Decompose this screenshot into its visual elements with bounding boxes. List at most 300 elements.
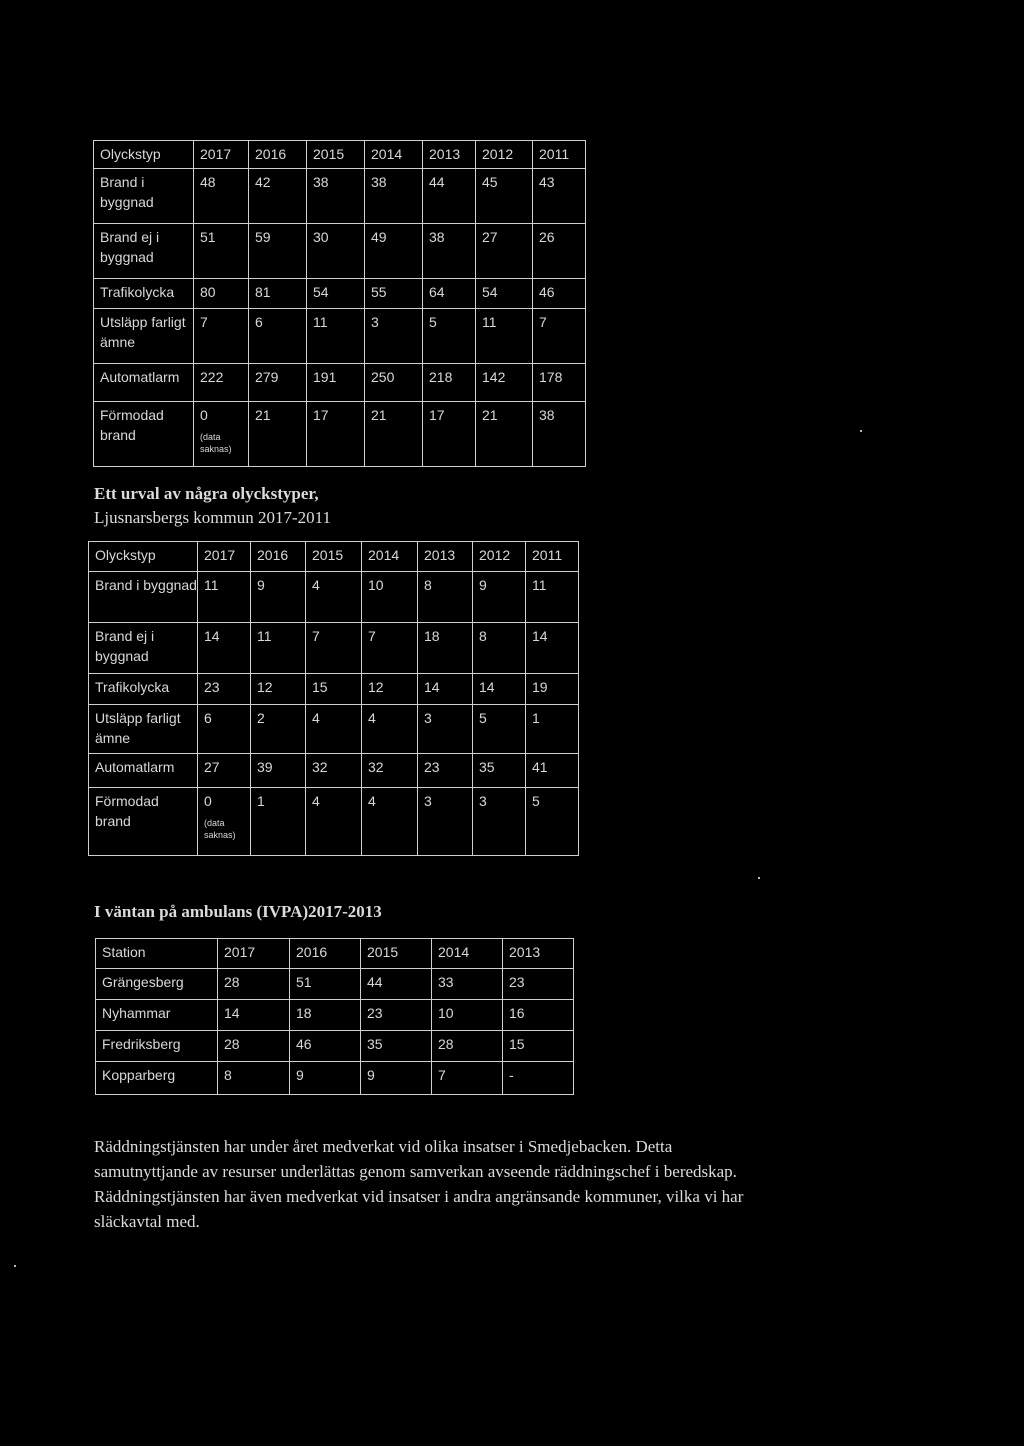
row-label-cell bbox=[89, 705, 198, 754]
cell-text: 23 bbox=[424, 759, 440, 775]
cell-text: 222 bbox=[200, 369, 224, 385]
header-cell: 2013 bbox=[418, 542, 473, 572]
header-cell: 2016 bbox=[249, 141, 307, 169]
paragraph-line: Räddningstjänsten har även medverkat vid insatser i andra angränsande kommuner, vilka vi har bbox=[94, 1187, 744, 1206]
value-cell bbox=[290, 1000, 361, 1031]
value-cell bbox=[361, 1062, 432, 1095]
value-cell bbox=[361, 1031, 432, 1062]
cell-text: 4 bbox=[312, 793, 320, 809]
cell-text: 51 bbox=[296, 974, 312, 990]
cell-text: 3 bbox=[424, 710, 432, 726]
value-cell bbox=[432, 1031, 503, 1062]
cell-text: Trafikolycka bbox=[100, 284, 175, 300]
value-cell bbox=[194, 279, 249, 309]
table-row bbox=[89, 572, 579, 623]
cell-text: Automatlarm bbox=[100, 369, 180, 385]
scan-speck bbox=[860, 430, 862, 432]
value-cell bbox=[306, 572, 362, 623]
cell-text: 10 bbox=[438, 1005, 454, 1021]
header-row bbox=[94, 141, 586, 169]
value-cell bbox=[476, 364, 533, 402]
value-cell bbox=[361, 1000, 432, 1031]
table-row bbox=[89, 705, 579, 754]
cell-text: 48 bbox=[200, 174, 216, 190]
cell-text: 4 bbox=[368, 793, 376, 809]
table-row bbox=[96, 1031, 574, 1062]
value-cell bbox=[476, 402, 533, 467]
value-cell bbox=[423, 224, 476, 279]
table-row bbox=[94, 309, 586, 364]
cell-text: 8 bbox=[224, 1067, 232, 1083]
header-cell: 2017 bbox=[218, 939, 290, 969]
cell-text: 30 bbox=[313, 229, 329, 245]
header-cell: Olyckstyp bbox=[89, 542, 198, 572]
cell-text: Automatlarm bbox=[95, 759, 175, 775]
value-cell bbox=[423, 169, 476, 224]
value-cell bbox=[526, 788, 579, 856]
cell-text: 5 bbox=[532, 793, 540, 809]
table-row bbox=[96, 969, 574, 1000]
value-cell bbox=[418, 572, 473, 623]
value-cell bbox=[503, 969, 574, 1000]
value-cell bbox=[365, 279, 423, 309]
row-label-cell bbox=[96, 1000, 218, 1031]
caption-line-1: Ett urval av några olyckstyper, bbox=[94, 484, 319, 503]
header-cell: Olyckstyp bbox=[94, 141, 194, 169]
cell-text: 250 bbox=[371, 369, 395, 385]
cell-text: 80 bbox=[200, 284, 216, 300]
value-cell bbox=[503, 1031, 574, 1062]
header-cell: 2013 bbox=[423, 141, 476, 169]
value-cell bbox=[526, 754, 579, 788]
value-cell bbox=[365, 169, 423, 224]
value-cell bbox=[365, 402, 423, 467]
table-row bbox=[89, 674, 579, 705]
value-cell bbox=[533, 169, 586, 224]
value-cell bbox=[306, 705, 362, 754]
value-cell bbox=[533, 224, 586, 279]
cell-text: 27 bbox=[204, 759, 220, 775]
value-cell bbox=[307, 169, 365, 224]
value-cell bbox=[251, 572, 306, 623]
value-cell bbox=[249, 309, 307, 364]
cell-text: 5 bbox=[429, 314, 437, 330]
missing-data-note: (data saknas) bbox=[200, 432, 232, 454]
cell-text: 191 bbox=[313, 369, 337, 385]
cell-text: 15 bbox=[509, 1036, 525, 1052]
cell-text: 0 bbox=[200, 407, 208, 423]
cell-text: - bbox=[509, 1067, 514, 1083]
value-cell bbox=[365, 224, 423, 279]
value-cell bbox=[218, 1031, 290, 1062]
value-cell bbox=[476, 224, 533, 279]
value-cell bbox=[194, 364, 249, 402]
paragraph-line: Räddningstjänsten har under året medverkat vid olika insatser i Smedjebacken. Detta bbox=[94, 1137, 673, 1156]
cell-text: Nyhammar bbox=[102, 1005, 171, 1021]
value-cell bbox=[418, 788, 473, 856]
cell-text: 21 bbox=[371, 407, 387, 423]
cell-text: 21 bbox=[482, 407, 498, 423]
cell-text: 46 bbox=[539, 284, 555, 300]
cell-text: 46 bbox=[296, 1036, 312, 1052]
cell-text: 12 bbox=[368, 679, 384, 695]
cell-text: Utsläpp farligt ämne bbox=[95, 710, 181, 746]
cell-text: 38 bbox=[429, 229, 445, 245]
value-cell bbox=[198, 705, 251, 754]
row-label-cell bbox=[89, 572, 198, 623]
row-label-cell bbox=[94, 224, 194, 279]
row-label-cell bbox=[94, 279, 194, 309]
value-cell bbox=[251, 623, 306, 674]
table-body bbox=[94, 141, 586, 467]
cell-text: 7 bbox=[312, 628, 320, 644]
value-cell bbox=[307, 279, 365, 309]
value-cell bbox=[476, 169, 533, 224]
cell-text: 142 bbox=[482, 369, 506, 385]
value-cell bbox=[249, 364, 307, 402]
cell-text: 7 bbox=[438, 1067, 446, 1083]
header-cell: 2011 bbox=[533, 141, 586, 169]
table-row bbox=[96, 1000, 574, 1031]
value-cell bbox=[362, 572, 418, 623]
value-cell bbox=[307, 402, 365, 467]
cell-text: 64 bbox=[429, 284, 445, 300]
cell-text: Brand i byggnad bbox=[100, 174, 154, 210]
cell-text: 3 bbox=[479, 793, 487, 809]
value-cell bbox=[473, 754, 526, 788]
value-cell bbox=[362, 705, 418, 754]
value-cell bbox=[418, 754, 473, 788]
value-cell bbox=[306, 788, 362, 856]
cell-text: Kopparberg bbox=[102, 1067, 176, 1083]
scan-speck bbox=[758, 877, 760, 879]
cell-text: 4 bbox=[368, 710, 376, 726]
value-cell bbox=[473, 788, 526, 856]
cell-text: 4 bbox=[312, 710, 320, 726]
cell-text: 1 bbox=[532, 710, 540, 726]
cell-text: Trafikolycka bbox=[95, 679, 170, 695]
cell-text: Brand ej i byggnad bbox=[95, 628, 155, 664]
accident-table-1 bbox=[93, 140, 586, 467]
header-row bbox=[96, 939, 574, 969]
cell-text: 14 bbox=[424, 679, 440, 695]
cell-text: 32 bbox=[312, 759, 328, 775]
cell-text: 33 bbox=[438, 974, 454, 990]
row-label-cell bbox=[96, 1031, 218, 1062]
value-cell bbox=[194, 402, 249, 467]
value-cell bbox=[290, 1062, 361, 1095]
ivpa-heading: I väntan på ambulans (IVPA)2017-2013 bbox=[94, 902, 382, 921]
value-cell bbox=[194, 309, 249, 364]
cell-text: 45 bbox=[482, 174, 498, 190]
row-label-cell bbox=[94, 169, 194, 224]
value-cell bbox=[526, 572, 579, 623]
table-row bbox=[89, 754, 579, 788]
cell-text: 8 bbox=[479, 628, 487, 644]
row-label-cell bbox=[89, 623, 198, 674]
cell-text: 8 bbox=[424, 577, 432, 593]
cell-text: Förmodad brand bbox=[100, 407, 164, 443]
value-cell bbox=[307, 364, 365, 402]
cell-text: 28 bbox=[438, 1036, 454, 1052]
table-row bbox=[94, 224, 586, 279]
header-cell: 2012 bbox=[476, 141, 533, 169]
cell-text: 12 bbox=[257, 679, 273, 695]
value-cell bbox=[418, 674, 473, 705]
value-cell bbox=[198, 623, 251, 674]
cell-text: 3 bbox=[424, 793, 432, 809]
value-cell bbox=[423, 364, 476, 402]
value-cell bbox=[365, 309, 423, 364]
value-cell bbox=[473, 705, 526, 754]
cell-text: 7 bbox=[368, 628, 376, 644]
table-row bbox=[89, 788, 579, 856]
value-cell bbox=[251, 705, 306, 754]
cell-text: 178 bbox=[539, 369, 563, 385]
value-cell bbox=[194, 224, 249, 279]
value-cell bbox=[526, 674, 579, 705]
cell-text: 38 bbox=[313, 174, 329, 190]
value-cell bbox=[290, 969, 361, 1000]
header-cell: 2015 bbox=[306, 542, 362, 572]
value-cell bbox=[503, 1000, 574, 1031]
cell-text: 11 bbox=[313, 314, 328, 330]
cell-text: 42 bbox=[255, 174, 271, 190]
cell-text: 23 bbox=[204, 679, 220, 695]
accident-table-2 bbox=[88, 541, 579, 856]
cell-text: 0 bbox=[204, 793, 212, 809]
value-cell bbox=[432, 969, 503, 1000]
cell-text: 54 bbox=[482, 284, 498, 300]
value-cell bbox=[251, 674, 306, 705]
cell-text: 35 bbox=[479, 759, 495, 775]
table-row bbox=[94, 279, 586, 309]
cell-text: 5 bbox=[479, 710, 487, 726]
cell-text: 218 bbox=[429, 369, 453, 385]
value-cell bbox=[249, 224, 307, 279]
cell-text: 11 bbox=[482, 314, 497, 330]
value-cell bbox=[251, 754, 306, 788]
body-paragraph bbox=[94, 1134, 854, 1234]
value-cell bbox=[306, 674, 362, 705]
cell-text: 23 bbox=[367, 1005, 383, 1021]
value-cell bbox=[249, 402, 307, 467]
row-label-cell bbox=[94, 364, 194, 402]
cell-text: 59 bbox=[255, 229, 271, 245]
table-caption bbox=[94, 482, 494, 530]
header-cell: 2014 bbox=[362, 542, 418, 572]
header-cell: 2015 bbox=[307, 141, 365, 169]
value-cell bbox=[526, 623, 579, 674]
header-cell: 2016 bbox=[251, 542, 306, 572]
table-row bbox=[94, 364, 586, 402]
value-cell bbox=[198, 572, 251, 623]
cell-text: 9 bbox=[367, 1067, 375, 1083]
cell-text: 11 bbox=[204, 577, 219, 593]
value-cell bbox=[533, 279, 586, 309]
header-cell: 2014 bbox=[432, 939, 503, 969]
paragraph-line: släckavtal med. bbox=[94, 1212, 200, 1231]
value-cell bbox=[306, 754, 362, 788]
value-cell bbox=[423, 402, 476, 467]
cell-text: 18 bbox=[424, 628, 440, 644]
value-cell bbox=[432, 1062, 503, 1095]
value-cell bbox=[362, 754, 418, 788]
paragraph-line: samutnyttjande av resurser underlättas genom samverkan avseende räddningschef i beredskap. bbox=[94, 1162, 737, 1181]
cell-text: 55 bbox=[371, 284, 387, 300]
value-cell bbox=[476, 309, 533, 364]
cell-text: 23 bbox=[509, 974, 525, 990]
header-cell: 2013 bbox=[503, 939, 574, 969]
value-cell bbox=[218, 969, 290, 1000]
value-cell bbox=[218, 1062, 290, 1095]
cell-text: 35 bbox=[367, 1036, 383, 1052]
cell-text: 1 bbox=[257, 793, 265, 809]
table-row bbox=[89, 623, 579, 674]
value-cell bbox=[418, 623, 473, 674]
row-label-cell bbox=[94, 402, 194, 467]
cell-text: 14 bbox=[224, 1005, 240, 1021]
value-cell bbox=[526, 705, 579, 754]
row-label-cell bbox=[96, 969, 218, 1000]
header-row bbox=[89, 542, 579, 572]
cell-text: 6 bbox=[255, 314, 263, 330]
cell-text: Utsläpp farligt ämne bbox=[100, 314, 186, 350]
value-cell bbox=[533, 402, 586, 467]
cell-text: 51 bbox=[200, 229, 216, 245]
cell-text: 17 bbox=[313, 407, 329, 423]
cell-text: 28 bbox=[224, 1036, 240, 1052]
header-cell: Station bbox=[96, 939, 218, 969]
cell-text: 43 bbox=[539, 174, 555, 190]
cell-text: 39 bbox=[257, 759, 273, 775]
cell-text: 18 bbox=[296, 1005, 312, 1021]
caption-line-2: Ljusnarsbergs kommun 2017-2011 bbox=[94, 508, 332, 527]
cell-text: 11 bbox=[257, 628, 272, 644]
cell-text: 9 bbox=[257, 577, 265, 593]
value-cell bbox=[198, 754, 251, 788]
cell-text: 7 bbox=[200, 314, 208, 330]
row-label-cell bbox=[94, 309, 194, 364]
header-cell: 2012 bbox=[473, 542, 526, 572]
value-cell bbox=[249, 279, 307, 309]
value-cell bbox=[476, 279, 533, 309]
value-cell bbox=[473, 674, 526, 705]
value-cell bbox=[362, 674, 418, 705]
value-cell bbox=[423, 279, 476, 309]
value-cell bbox=[432, 1000, 503, 1031]
cell-text: 44 bbox=[429, 174, 445, 190]
cell-text: 10 bbox=[368, 577, 384, 593]
cell-text: 14 bbox=[479, 679, 495, 695]
cell-text: 3 bbox=[371, 314, 379, 330]
value-cell bbox=[361, 969, 432, 1000]
value-cell bbox=[503, 1062, 574, 1095]
missing-data-note: (data saknas) bbox=[204, 818, 236, 840]
cell-text: 6 bbox=[204, 710, 212, 726]
value-cell bbox=[473, 623, 526, 674]
cell-text: Fredriksberg bbox=[102, 1036, 181, 1052]
cell-text: 27 bbox=[482, 229, 498, 245]
header-cell: 2011 bbox=[526, 542, 579, 572]
table-body bbox=[96, 939, 574, 1095]
cell-text: 11 bbox=[532, 577, 547, 593]
header-cell: 2017 bbox=[198, 542, 251, 572]
row-label-cell bbox=[89, 788, 198, 856]
row-label-cell bbox=[89, 674, 198, 705]
cell-text: 49 bbox=[371, 229, 387, 245]
cell-text: 7 bbox=[539, 314, 547, 330]
value-cell bbox=[198, 788, 251, 856]
table-row bbox=[96, 1062, 574, 1095]
cell-text: 2 bbox=[257, 710, 265, 726]
value-cell bbox=[306, 623, 362, 674]
cell-text: 14 bbox=[204, 628, 220, 644]
table-body bbox=[89, 542, 579, 856]
value-cell bbox=[533, 364, 586, 402]
cell-text: 32 bbox=[368, 759, 384, 775]
cell-text: 14 bbox=[532, 628, 548, 644]
cell-text: 26 bbox=[539, 229, 555, 245]
cell-text: 9 bbox=[479, 577, 487, 593]
header-cell: 2017 bbox=[194, 141, 249, 169]
ivpa-table bbox=[95, 938, 574, 1095]
value-cell bbox=[251, 788, 306, 856]
value-cell bbox=[418, 705, 473, 754]
value-cell bbox=[423, 309, 476, 364]
cell-text: Förmodad brand bbox=[95, 793, 159, 829]
value-cell bbox=[194, 169, 249, 224]
cell-text: 44 bbox=[367, 974, 383, 990]
value-cell bbox=[362, 788, 418, 856]
scan-speck bbox=[14, 1265, 16, 1267]
cell-text: Brand ej i byggnad bbox=[100, 229, 160, 265]
header-cell: 2014 bbox=[365, 141, 423, 169]
cell-text: 38 bbox=[539, 407, 555, 423]
cell-text: 19 bbox=[532, 679, 548, 695]
row-label-cell bbox=[96, 1062, 218, 1095]
value-cell bbox=[533, 309, 586, 364]
cell-text: 4 bbox=[312, 577, 320, 593]
cell-text: 279 bbox=[255, 369, 279, 385]
cell-text: 54 bbox=[313, 284, 329, 300]
table-row bbox=[94, 402, 586, 467]
header-cell: 2016 bbox=[290, 939, 361, 969]
cell-text: 9 bbox=[296, 1067, 304, 1083]
value-cell bbox=[307, 309, 365, 364]
cell-text: 15 bbox=[312, 679, 328, 695]
cell-text: 38 bbox=[371, 174, 387, 190]
value-cell bbox=[365, 364, 423, 402]
row-label-cell bbox=[89, 754, 198, 788]
value-cell bbox=[249, 169, 307, 224]
value-cell bbox=[290, 1031, 361, 1062]
cell-text: 16 bbox=[509, 1005, 525, 1021]
value-cell bbox=[198, 674, 251, 705]
value-cell bbox=[218, 1000, 290, 1031]
value-cell bbox=[307, 224, 365, 279]
value-cell bbox=[473, 572, 526, 623]
header-cell: 2015 bbox=[361, 939, 432, 969]
cell-text: Grängesberg bbox=[102, 974, 184, 990]
cell-text: Brand i byggnad bbox=[95, 577, 197, 593]
value-cell bbox=[362, 623, 418, 674]
cell-text: 81 bbox=[255, 284, 271, 300]
table-row bbox=[94, 169, 586, 224]
cell-text: 17 bbox=[429, 407, 445, 423]
cell-text: 28 bbox=[224, 974, 240, 990]
cell-text: 41 bbox=[532, 759, 548, 775]
